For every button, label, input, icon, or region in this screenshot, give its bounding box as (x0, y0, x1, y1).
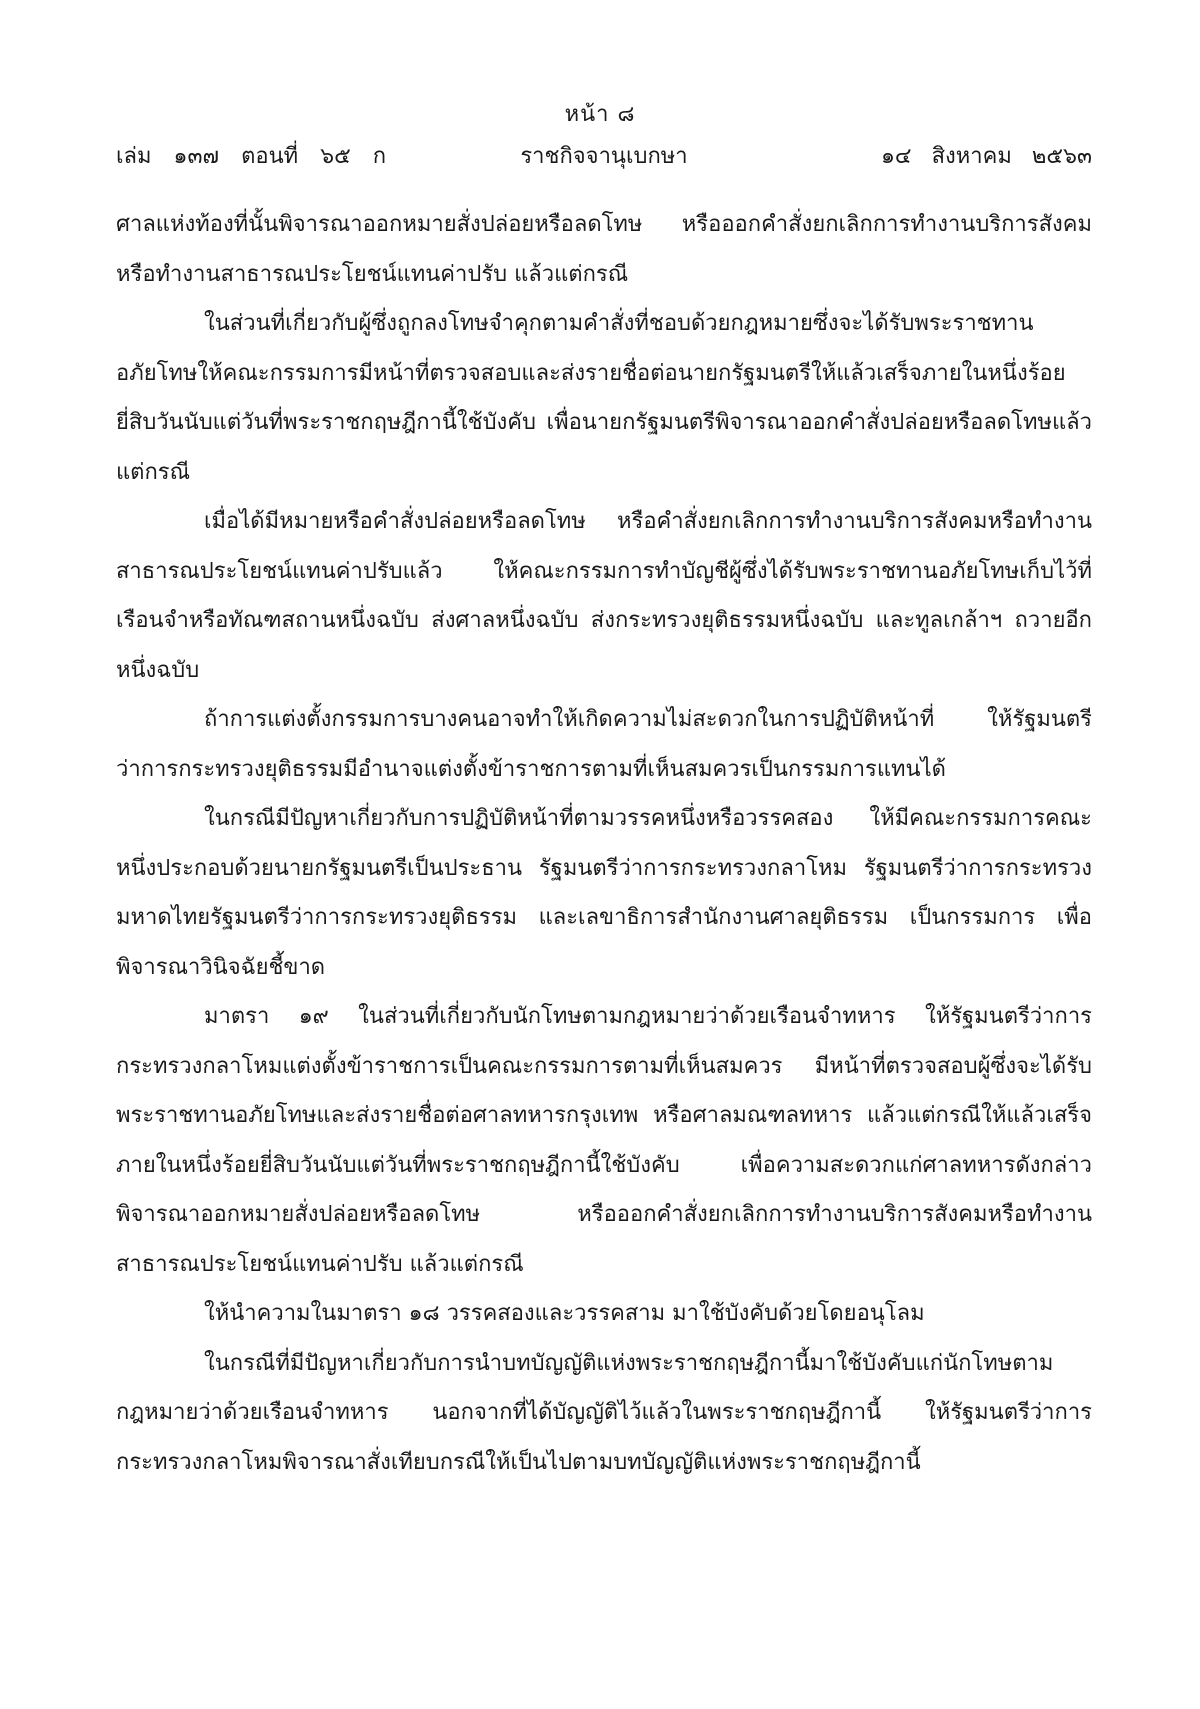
gazette-name: ราชกิจจานุเบกษา (520, 144, 688, 169)
volume-number: ๑๓๗ (173, 144, 220, 169)
paragraph: ในกรณีมีปัญหาเกี่ยวกับการปฏิบัติหน้าที่ตามวรรคหนึ่งหรือวรรคสอง ให้มีคณะกรรมการคณะหนึ่งประกอบด้วยนายกรัฐมนตรีเป็นประธาน รัฐมนตรีว่าการกระทรวงกลาโหม รัฐมนตรีว่าการกระทรวงมหาดไทยรัฐมนตรีว่าการกระทรวงยุติธรรม และเลขาธิการสำนักงานศาลยุติธรรม เป็นกรรมการ เพื่อพิจารณาวินิจฉัยชี้ขาด (116, 806, 1092, 980)
date-day: ๑๔ (880, 144, 912, 169)
date-month: สิงหาคม (931, 144, 1012, 169)
section-19-paragraph: มาตรา ๑๙ ในส่วนที่เกี่ยวกับนักโทษตามกฎหมายว่าด้วยเรือนจำทหาร ให้รัฐมนตรีว่าการกระทรวงกลาโหมแต่งตั้งข้าราชการเป็นคณะกรรมการตามที่เห็นสมควร มีหน้าที่ตรวจสอบผู้ซึ่งจะได้รับพระราชทานอภัยโทษและส่งรายชื่อต่อศาลทหารกรุงเทพ หรือศาลมณฑลทหาร แล้วแต่กรณีให้แล้วเสร็จภายในหนึ่งร้อยยี่สิบวันนับแต่วันที่พระราชกฤษฎีกานี้ใช้บังคับ เพื่อความสะดวกแก่ศาลทหารดังกล่าวพิจารณาออกหมายสั่งปล่อยหรือลดโทษ หรือออกคำสั่งยกเลิกการทำงานบริการสังคมหรือทำงานสาธารณประโยชน์แทนค่าปรับ แล้วแต่กรณี (116, 1004, 1092, 1277)
gazette-header (116, 138, 1092, 172)
paragraph: เมื่อได้มีหมายหรือคำสั่งปล่อยหรือลดโทษ หรือคำสั่งยกเลิกการทำงานบริการสังคมหรือทำงานสาธารณประโยชน์แทนค่าปรับแล้ว ให้คณะกรรมการทำบัญชีผู้ซึ่งได้รับพระราชทานอภัยโทษเก็บไว้ที่เรือนจำหรือทัณฑสถานหนึ่งฉบับ ส่งศาลหนึ่งฉบับ ส่งกระทรวงยุติธรรมหนึ่งฉบับ และทูลเกล้าฯ ถวายอีกหนึ่งฉบับ (116, 509, 1092, 683)
paragraph: ในกรณีที่มีปัญหาเกี่ยวกับการนำบทบัญญัติแห่งพระราชกฤษฎีกานี้มาใช้บังคับแก่นักโทษตามกฎหมายว่าด้วยเรือนจำทหาร นอกจากที่ได้บัญญัติไว้แล้วในพระราชกฤษฎีกานี้ ให้รัฐมนตรีว่าการกระทรวงกลาโหมพิจารณาสั่งเทียบกรณีให้เป็นไปตามบทบัญญัติแห่งพระราชกฤษฎีกานี้ (116, 1350, 1092, 1475)
page-number: หน้า ๘ (564, 102, 636, 127)
publication-date (861, 138, 1092, 173)
section-label: ตอนที่ (241, 144, 299, 169)
section-suffix: ก (372, 144, 387, 169)
paragraph: ศาลแห่งท้องที่นั้นพิจารณาออกหมายสั่งปล่อยหรือลดโทษ หรือออกคำสั่งยกเลิกการทำงานบริการสังคมหรือทำงานสาธารณประโยชน์แทนค่าปรับ แล้วแต่กรณี (116, 212, 1092, 287)
paragraph: ให้นำความในมาตรา ๑๘ วรรคสองและวรรคสาม มาใช้บังคับด้วยโดยอนุโลม (204, 1301, 925, 1326)
volume-section-info (116, 138, 408, 173)
volume-label: เล่ม (116, 144, 152, 169)
paragraph: ถ้าการแต่งตั้งกรรมการบางคนอาจทำให้เกิดความไม่สะดวกในการปฏิบัติหน้าที่ ให้รัฐมนตรีว่าการกระทรวงยุติธรรมมีอำนาจแต่งตั้งข้าราชการตามที่เห็นสมควรเป็นกรรมการแทนได้ (116, 707, 1092, 782)
paragraph: ในส่วนที่เกี่ยวกับผู้ซึ่งถูกลงโทษจำคุกตามคำสั่งที่ชอบด้วยกฎหมายซึ่งจะได้รับพระราชทานอภัยโทษให้คณะกรรมการมีหน้าที่ตรวจสอบและส่งรายชื่อต่อนายกรัฐมนตรีให้แล้วเสร็จภายในหนึ่งร้อยยี่สิบวันนับแต่วันที่พระราชกฤษฎีกานี้ใช้บังคับ เพื่อนายกรัฐมนตรีพิจารณาออกคำสั่งปล่อยหรือลดโทษแล้วแต่กรณี (116, 311, 1092, 485)
document-body (116, 200, 1092, 1487)
section-number: ๖๕ (320, 144, 351, 169)
date-year: ๒๕๖๓ (1031, 144, 1092, 169)
